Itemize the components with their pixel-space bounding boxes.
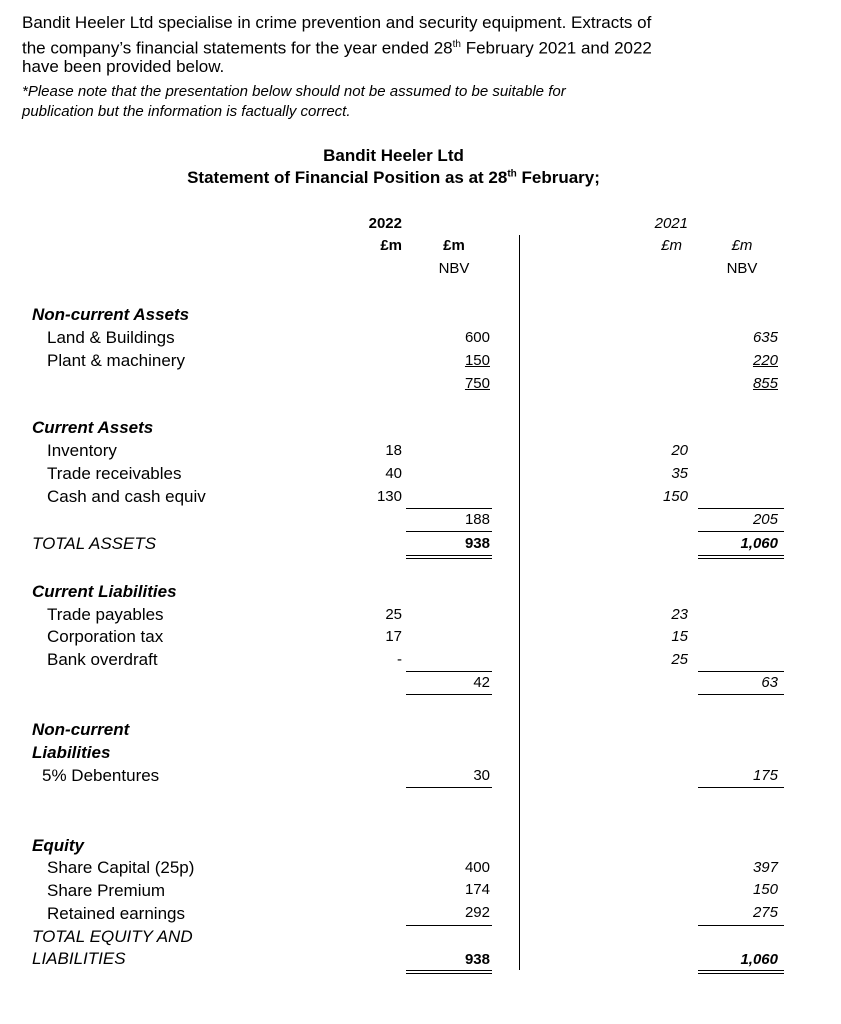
value-2021: 25	[671, 651, 688, 668]
rule	[406, 970, 492, 971]
header-2021-unit: £m	[661, 237, 682, 254]
value-2021: 150	[752, 881, 778, 898]
rule	[406, 558, 492, 559]
note-line-2: publication but the information is factually correct.	[22, 103, 351, 120]
rule	[406, 508, 492, 509]
total-equity-liabilities-2022: 938	[464, 951, 490, 968]
row-label: Bank overdraft	[47, 650, 158, 669]
value-2022: 18	[385, 442, 402, 459]
statement-title: Statement of Financial Position as at 28th February;	[187, 168, 600, 187]
row-label: Trade payables	[47, 605, 164, 624]
value-2021: 175	[752, 767, 778, 784]
value-2022: 17	[385, 628, 402, 645]
equity-heading: Equity	[32, 836, 84, 855]
subtotal-2022: 750	[464, 375, 490, 392]
rule	[406, 694, 492, 695]
company-name: Bandit Heeler Ltd	[323, 146, 464, 165]
value-2021: 397	[752, 859, 778, 876]
rule	[698, 555, 784, 556]
value-2022: 130	[376, 488, 402, 505]
subtotal-2021: 205	[752, 511, 778, 528]
intro-line-3: have been provided below.	[22, 57, 225, 76]
rule	[698, 508, 784, 509]
column-divider	[519, 235, 520, 970]
row-label: Land & Buildings	[47, 328, 175, 347]
subtotal-2022: 42	[473, 674, 490, 691]
row-label: Inventory	[47, 441, 117, 460]
rule	[406, 531, 492, 532]
noncurrent-assets-heading: Non-current Assets	[32, 305, 190, 324]
row-label: Trade receivables	[47, 464, 182, 483]
rule	[406, 973, 492, 974]
value-2022: 174	[464, 881, 490, 898]
row-label: Cash and cash equiv	[47, 487, 206, 506]
rule	[698, 787, 784, 788]
subtotal-2022: 188	[464, 511, 490, 528]
value-2021: 15	[671, 628, 688, 645]
row-label: Share Capital (25p)	[47, 858, 195, 877]
value-2021: 23	[671, 606, 688, 623]
note-line-1: *Please note that the presentation below should not be assumed to be suitable for	[22, 83, 566, 100]
value-2021: 20	[671, 442, 688, 459]
value-2021: 635	[752, 329, 778, 346]
rule	[698, 531, 784, 532]
row-label: Share Premium	[47, 881, 166, 900]
value-2022: 400	[464, 859, 490, 876]
value-2021: 35	[671, 465, 688, 482]
header-2022-unit: £m	[380, 237, 402, 254]
value-2022: 600	[464, 329, 490, 346]
total-equity-liabilities-label: LIABILITIES	[32, 949, 126, 968]
value-2021: 220	[752, 352, 778, 369]
value-2022: -	[397, 651, 402, 668]
subtotal-2021: 63	[761, 674, 778, 691]
current-assets-heading: Current Assets	[32, 418, 154, 437]
total-assets-2022: 938	[464, 535, 490, 552]
total-equity-liabilities-label: TOTAL EQUITY AND	[32, 927, 193, 946]
header-2022-nbv: NBV	[438, 260, 470, 277]
rule	[698, 558, 784, 559]
rule	[698, 694, 784, 695]
row-label: 5% Debentures	[42, 766, 160, 785]
header-2021-nbv: NBV	[726, 260, 758, 277]
rule	[698, 973, 784, 974]
row-label: Retained earnings	[47, 904, 185, 923]
value-2021: 150	[662, 488, 688, 505]
value-2022: 150	[464, 352, 490, 369]
header-2022: 2022	[368, 215, 402, 232]
row-label: Plant & machinery	[47, 351, 185, 370]
header-2022-nbv-unit: £m	[443, 237, 465, 254]
current-liabilities-heading: Current Liabilities	[32, 582, 177, 601]
rule	[406, 925, 492, 926]
header-2021-nbv-unit: £m	[731, 237, 753, 254]
row-label: Corporation tax	[47, 627, 164, 646]
rule	[406, 671, 492, 672]
header-2021: 2021	[654, 215, 688, 232]
value-2022: 292	[464, 904, 490, 921]
rule	[698, 925, 784, 926]
rule	[406, 787, 492, 788]
rule	[406, 555, 492, 556]
value-2022: 30	[473, 767, 490, 784]
noncurrent-liabilities-heading: Non-current	[32, 720, 130, 739]
subtotal-2021: 855	[752, 375, 778, 392]
rule	[698, 970, 784, 971]
rule	[698, 671, 784, 672]
intro-line-1: Bandit Heeler Ltd specialise in crime prevention and security equipment. Extracts of	[22, 13, 652, 32]
value-2022: 40	[385, 465, 402, 482]
value-2021: 275	[752, 904, 778, 921]
value-2022: 25	[385, 606, 402, 623]
intro-line-2: the company’s financial statements for the year ended 28th February 2021 and 2022	[22, 38, 652, 58]
total-assets-label: TOTAL ASSETS	[32, 534, 157, 553]
total-equity-liabilities-2021: 1,060	[740, 951, 778, 968]
total-assets-2021: 1,060	[740, 535, 778, 552]
noncurrent-liabilities-heading: Liabilities	[32, 743, 111, 762]
